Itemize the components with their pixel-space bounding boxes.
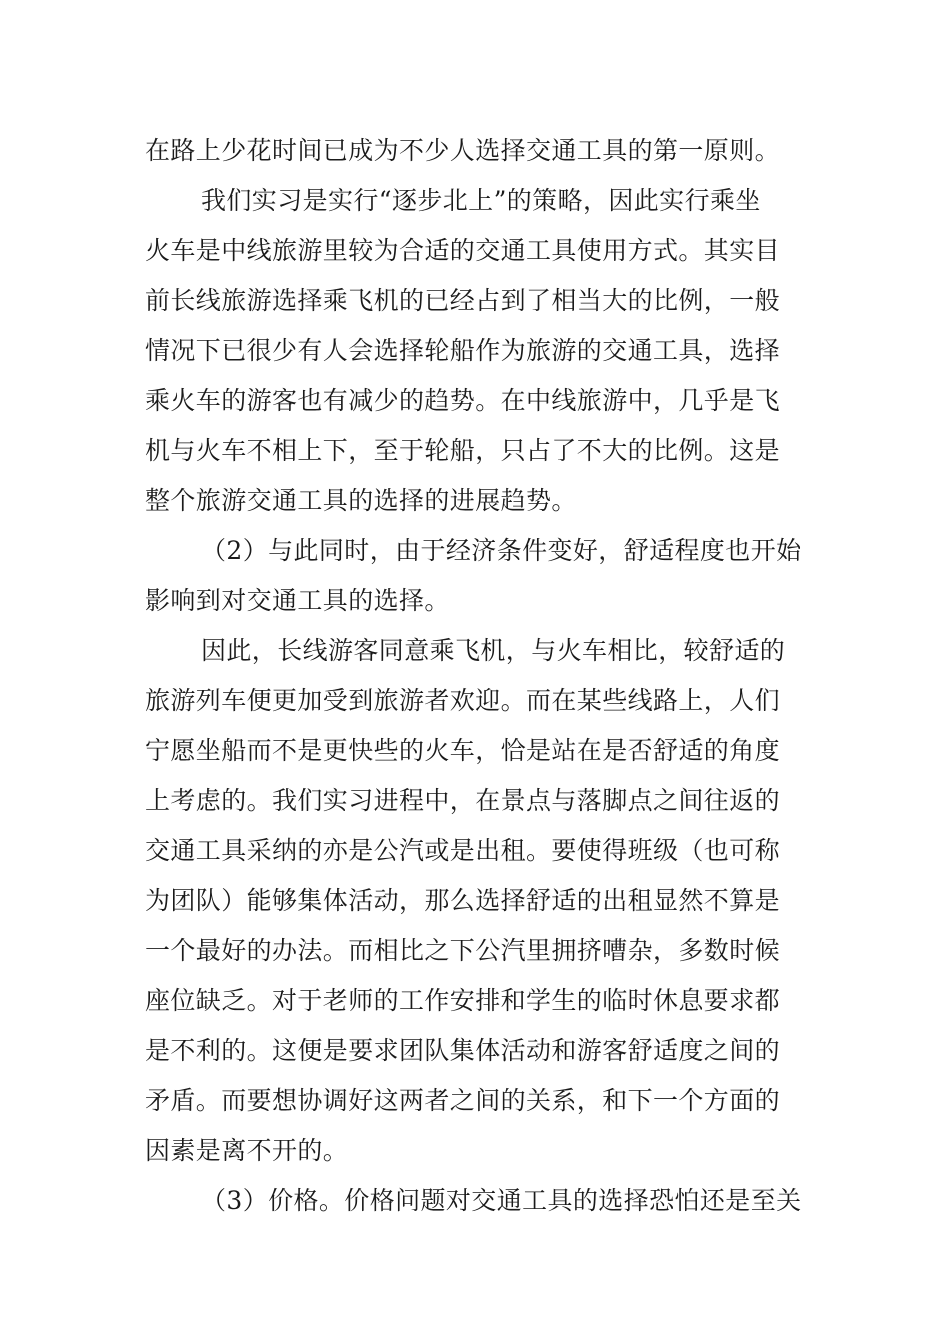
text-line: 在路上少花时间已成为不少人选择交通工具的第一原则。 bbox=[145, 136, 781, 165]
text-line: 因素是离不开的。 bbox=[145, 1136, 349, 1165]
text-line: 乘火车的游客也有减少的趋势。在中线旅游中，几乎是飞 bbox=[145, 386, 781, 415]
text-line: 交通工具采纳的亦是公汽或是出租。要使得班级（也可称 bbox=[145, 836, 781, 865]
body-text bbox=[145, 126, 810, 1226]
text-line: 是不利的。这便是要求团队集体活动和游客舒适度之间的 bbox=[145, 1036, 781, 1065]
text-line: 旅游列车便更加受到旅游者欢迎。而在某些线路上，人们 bbox=[145, 686, 781, 715]
text-line: 整个旅游交通工具的选择的进展趋势。 bbox=[145, 486, 577, 515]
paragraph-first-line: （2）与此同时，由于经济条件变好，舒适程度也开始 bbox=[201, 536, 802, 565]
text-line: 火车是中线旅游里较为合适的交通工具使用方式。其实目 bbox=[145, 236, 781, 265]
text-line: 矛盾。而要想协调好这两者之间的关系，和下一个方面的 bbox=[145, 1086, 781, 1115]
text-line: 上考虑的。我们实习进程中，在景点与落脚点之间往返的 bbox=[145, 786, 781, 815]
text-line: 宁愿坐船而不是更快些的火车，恰是站在是否舒适的角度 bbox=[145, 736, 781, 765]
paragraph-first-line: （3）价格。价格问题对交通工具的选择恐怕还是至关 bbox=[201, 1186, 802, 1215]
text-line: 机与火车不相上下，至于轮船，只占了不大的比例。这是 bbox=[145, 436, 781, 465]
text-line: 一个最好的办法。而相比之下公汽里拥挤嘈杂，多数时候 bbox=[145, 936, 781, 965]
text-line: 为团队）能够集体活动，那么选择舒适的出租显然不算是 bbox=[145, 886, 781, 915]
text-line: 座位缺乏。对于老师的工作安排和学生的临时休息要求都 bbox=[145, 986, 781, 1015]
text-line: 前长线旅游选择乘飞机的已经占到了相当大的比例，一般 bbox=[145, 286, 781, 315]
text-line: 情况下已很少有人会选择轮船作为旅游的交通工具，选择 bbox=[145, 336, 781, 365]
paragraph-first-line: 因此，长线游客同意乘飞机，与火车相比，较舒适的 bbox=[201, 636, 786, 665]
paragraph-first-line: 我们实习是实行“逐步北上”的策略，因此实行乘坐 bbox=[201, 186, 761, 215]
text-line: 影响到对交通工具的选择。 bbox=[145, 586, 450, 615]
